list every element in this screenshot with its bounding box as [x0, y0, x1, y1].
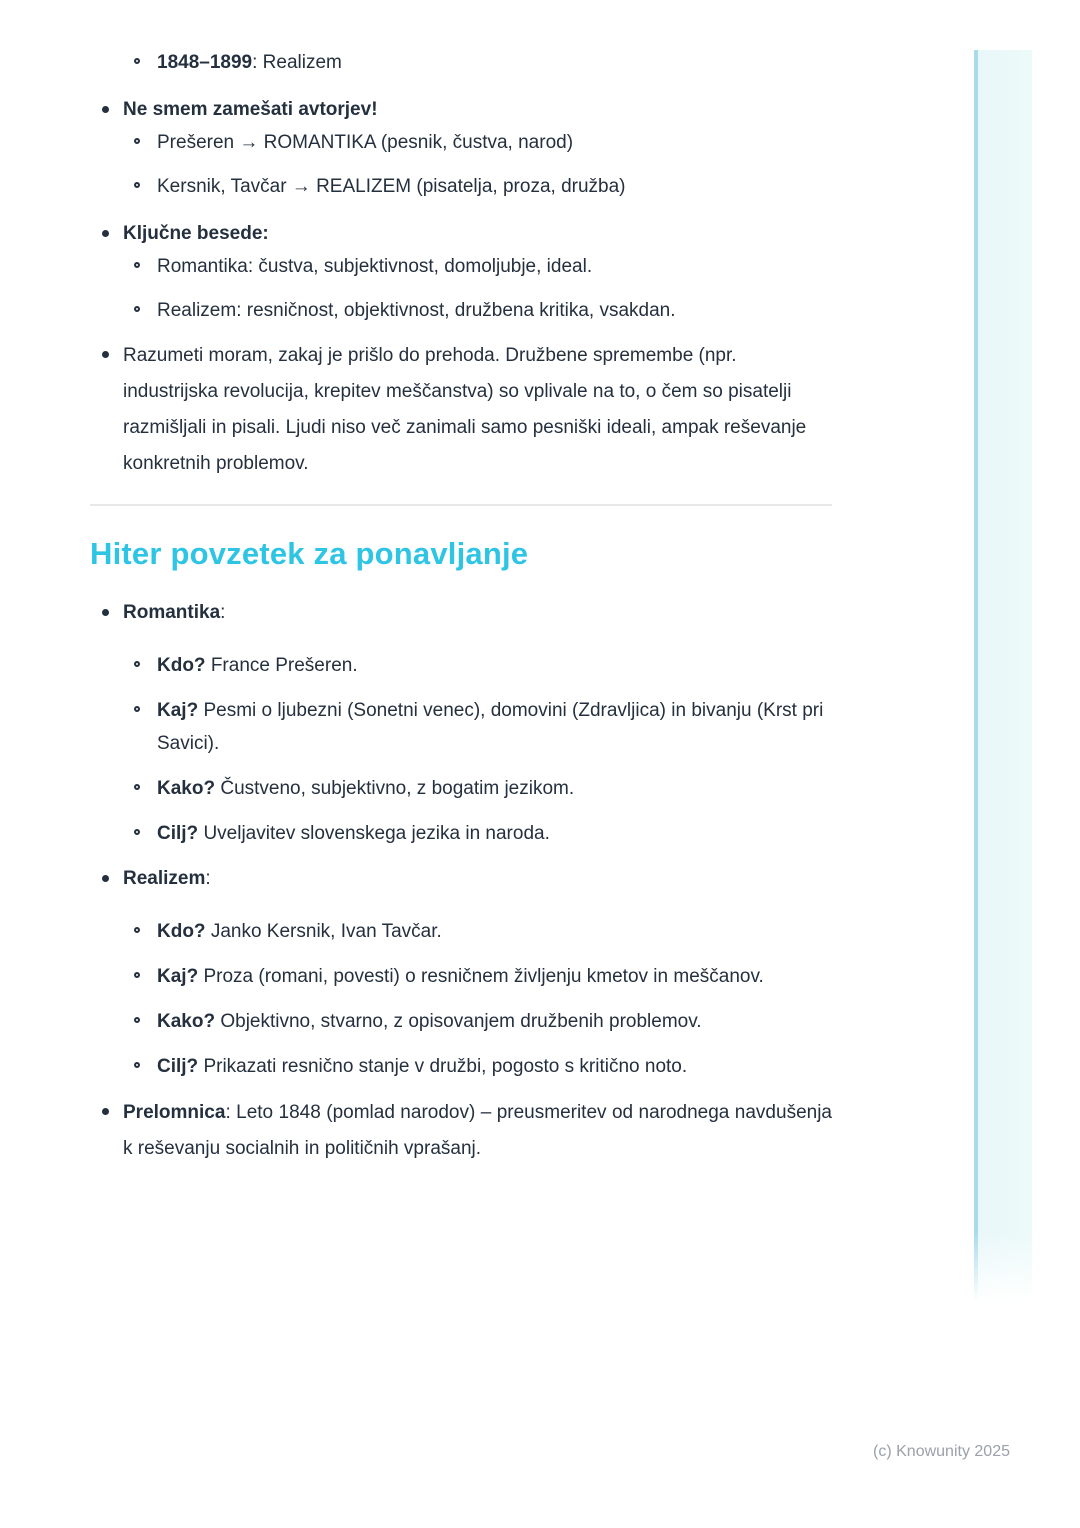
list-item-authors-2	[90, 170, 832, 203]
cilj-text: Uveljavitev slovenskega jezika in naroda.	[198, 823, 550, 844]
cilj-label: Cilj?	[157, 1056, 199, 1077]
bullet-circle-icon	[134, 262, 140, 268]
kdo-label: Kdo?	[157, 655, 206, 676]
bullet-dot-icon	[102, 351, 109, 358]
document-content	[90, 46, 832, 1187]
era-text: : Realizem	[252, 52, 342, 73]
era-range: 1848–1899	[157, 52, 253, 73]
bullet-dot-icon	[102, 1108, 109, 1115]
bullet-dot-icon	[102, 875, 109, 882]
bullet-circle-icon	[134, 972, 140, 978]
list-item-realizem-cilj	[90, 1050, 832, 1083]
keywords-item-text: Romantika: čustva, subjektivnost, domoljubje, ideal.	[157, 256, 593, 277]
authors-item-text: Kersnik, Tavčar → REALIZEM (pisatelja, proza, družba)	[157, 176, 626, 197]
list-item-authors-1	[90, 126, 832, 159]
list-item-keywords-1	[90, 250, 832, 283]
list-item-romantika-cilj	[90, 817, 832, 850]
bullet-circle-icon	[134, 784, 140, 790]
bullet-circle-icon	[134, 1062, 140, 1068]
bullet-circle-icon	[134, 661, 140, 667]
list-item-realizem-kdo	[90, 915, 832, 948]
kako-text: Objektivno, stvarno, z opisovanjem družbenih problemov.	[215, 1011, 702, 1032]
cilj-label: Cilj?	[157, 823, 199, 844]
list-item-realizem-title	[90, 862, 832, 895]
kako-label: Kako?	[157, 1011, 216, 1032]
kako-label: Kako?	[157, 778, 216, 799]
kaj-label: Kaj?	[157, 966, 199, 987]
bullet-dot-icon	[102, 609, 109, 616]
bullet-circle-icon	[134, 306, 140, 312]
footer-credit: (c) Knowunity 2025	[873, 1443, 1010, 1460]
authors-item-text: Prešeren → ROMANTIKA (pesnik, čustva, narod)	[157, 132, 574, 153]
bullet-dot-icon	[102, 106, 109, 113]
kdo-text: France Prešeren.	[205, 655, 358, 676]
realizem-title: Realizem	[123, 868, 206, 889]
list-item-romantika-title	[90, 596, 832, 629]
bullet-circle-icon	[134, 927, 140, 933]
note-text: Razumeti moram, zakaj je prišlo do prehoda. Družbene spremembe (npr. industrijska revolucija, krepitev meščanstva) so vplivale na to, o čem so pisatelji razmišljali in pisali. Ljudi niso več zanimali samo pesniški ideali, ampak reševanje konkretnih problemov.	[123, 345, 807, 474]
bullet-circle-icon	[134, 138, 140, 144]
section-divider	[90, 504, 832, 506]
bullet-circle-icon	[134, 706, 140, 712]
list-item-authors-title	[90, 93, 832, 126]
list-item-prelomnica	[90, 1095, 832, 1167]
prelomnica-text: : Leto 1848 (pomlad narodov) – preusmeritev od narodnega navdušenja k reševanju socialnih in političnih vprašanj.	[123, 1102, 832, 1159]
list-item-keywords-2	[90, 294, 832, 327]
kdo-label: Kdo?	[157, 921, 206, 942]
kako-text: Čustveno, subjektivno, z bogatim jezikom.	[215, 778, 575, 799]
romantika-title: Romantika	[123, 602, 221, 623]
list-item-era	[90, 46, 832, 79]
kaj-label: Kaj?	[157, 700, 199, 721]
bullet-circle-icon	[134, 182, 140, 188]
list-item-note	[90, 338, 832, 482]
keywords-title: Ključne besede:	[123, 223, 269, 244]
bullet-dot-icon	[102, 230, 109, 237]
list-item-keywords-title	[90, 217, 832, 250]
romantika-colon: :	[220, 602, 226, 623]
list-item-romantika-kaj	[90, 694, 832, 760]
realizem-colon: :	[205, 868, 211, 889]
summary-section	[90, 596, 832, 1167]
kaj-text: Pesmi o ljubezni (Sonetni venec), domovini (Zdravljica) in bivanju (Krst pri Savici).	[157, 700, 824, 754]
prelomnica-label: Prelomnica	[123, 1102, 226, 1123]
keywords-item-text: Realizem: resničnost, objektivnost, družbena kritika, vsakdan.	[157, 300, 676, 321]
list-item-romantika-kako	[90, 772, 832, 805]
kaj-text: Proza (romani, povesti) o resničnem življenju kmetov in meščanov.	[198, 966, 764, 987]
summary-heading: Hiter povzetek za ponavljanje	[90, 536, 529, 571]
cilj-text: Prikazati resnično stanje v družbi, pogosto s kritično noto.	[198, 1056, 688, 1077]
kdo-text: Janko Kersnik, Ivan Tavčar.	[205, 921, 442, 942]
bullet-circle-icon	[134, 829, 140, 835]
list-item-romantika-kdo	[90, 649, 832, 682]
sidebar-accent-bar	[974, 50, 1032, 1302]
authors-title: Ne smem zamešati avtorjev!	[123, 99, 378, 120]
bullet-circle-icon	[134, 1017, 140, 1023]
bullet-circle-icon	[134, 58, 140, 64]
list-item-realizem-kaj	[90, 960, 832, 993]
list-item-realizem-kako	[90, 1005, 832, 1038]
